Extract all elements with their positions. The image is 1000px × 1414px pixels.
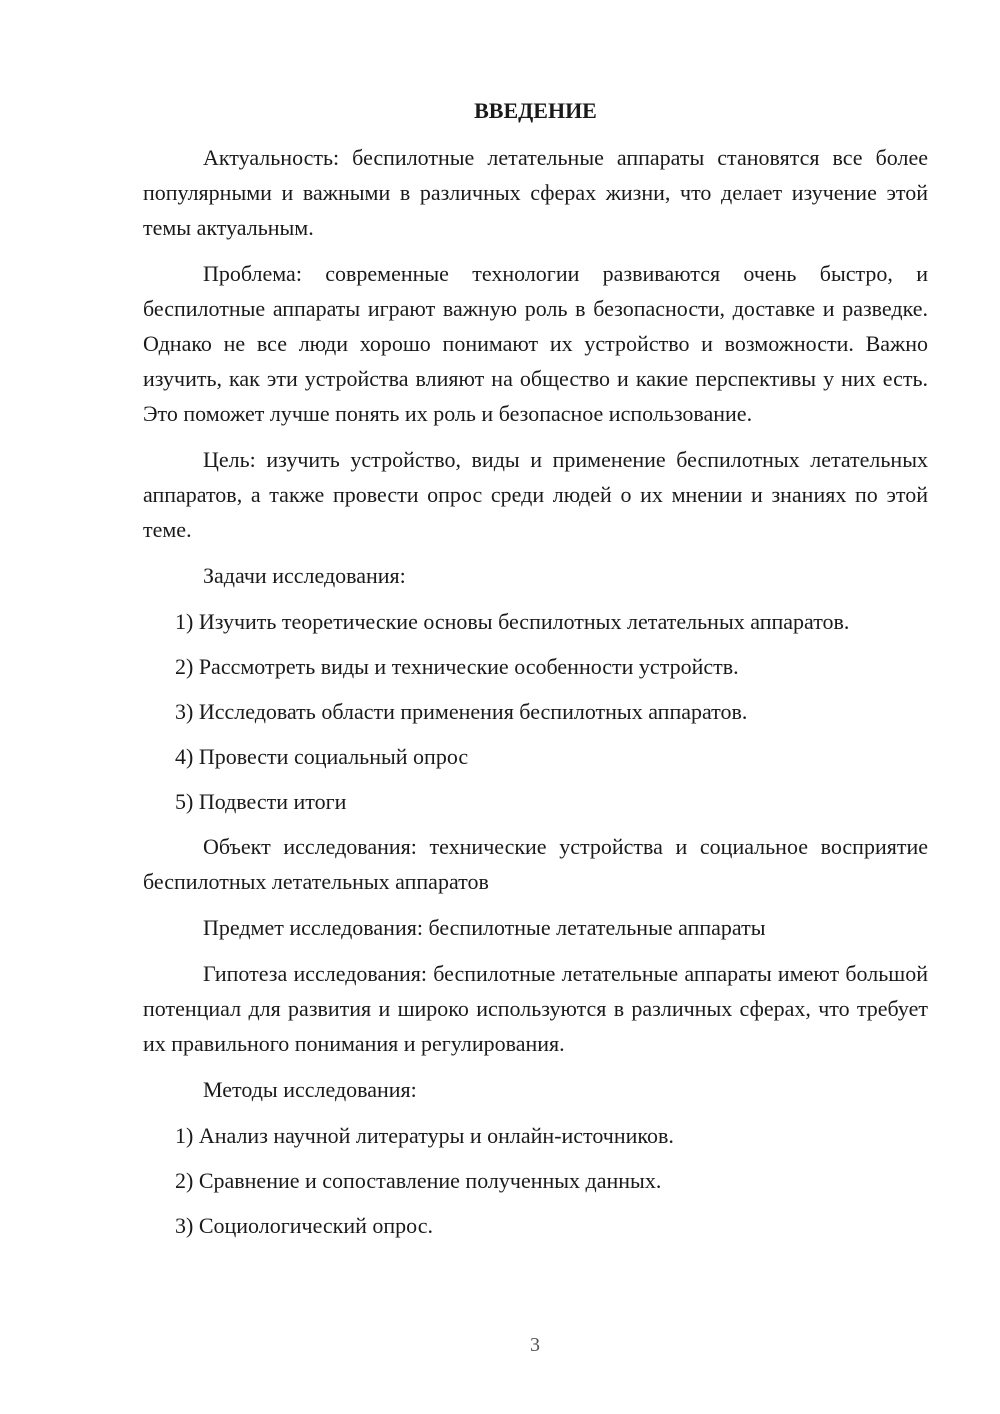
paragraph-relevance: Актуальность: беспилотные летательные аппараты становятся все более популярными и важными в различных сферах жизни, что делает изучение этой темы актуальным. — [143, 145, 928, 240]
page-content — [143, 96, 928, 1253]
section-title: ВВЕДЕНИЕ — [474, 98, 597, 123]
paragraph-object: Объект исследования: технические устройства и социальное восприятие беспилотных летательных аппаратов — [143, 834, 928, 894]
method-item: 2) Сравнение и сопоставление полученных данных. — [175, 1168, 662, 1193]
task-item: 1) Изучить теоретические основы беспилотных летательных аппаратов. — [175, 609, 850, 634]
paragraph-subject: Предмет исследования: беспилотные летательные аппараты — [203, 915, 766, 940]
page-number: 3 — [530, 1334, 540, 1356]
task-item: 2) Рассмотреть виды и технические особенности устройств. — [175, 654, 739, 679]
method-item: 1) Анализ научной литературы и онлайн-источников. — [175, 1123, 674, 1148]
paragraph-goal: Цель: изучить устройство, виды и применение беспилотных летательных аппаратов, а также провести опрос среди людей о их мнении и знаниях по этой теме. — [143, 447, 928, 542]
paragraph-methods-heading: Методы исследования: — [203, 1077, 417, 1102]
paragraph-hypothesis: Гипотеза исследования: беспилотные летательные аппараты имеют большой потенциал для развития и широко используются в различных сферах, что требует их правильного понимания и регулирования. — [143, 961, 928, 1056]
task-item: 4) Провести социальный опрос — [175, 744, 469, 769]
paragraph-tasks-heading: Задачи исследования: — [203, 563, 406, 588]
task-item: 5) Подвести итоги — [175, 789, 347, 814]
task-item: 3) Исследовать области применения беспилотных аппаратов. — [175, 699, 748, 724]
method-item: 3) Социологический опрос. — [175, 1213, 433, 1238]
paragraph-problem: Проблема: современные технологии развиваются очень быстро, и беспилотные аппараты играют важную роль в безопасности, доставке и разведке. Однако не все люди хорошо понимают их устройство и возможности. Важно изучить, как эти устройства влияют на общество и какие перспективы у них есть. Это поможет лучше понять их роль и безопасное использование. — [143, 261, 928, 426]
